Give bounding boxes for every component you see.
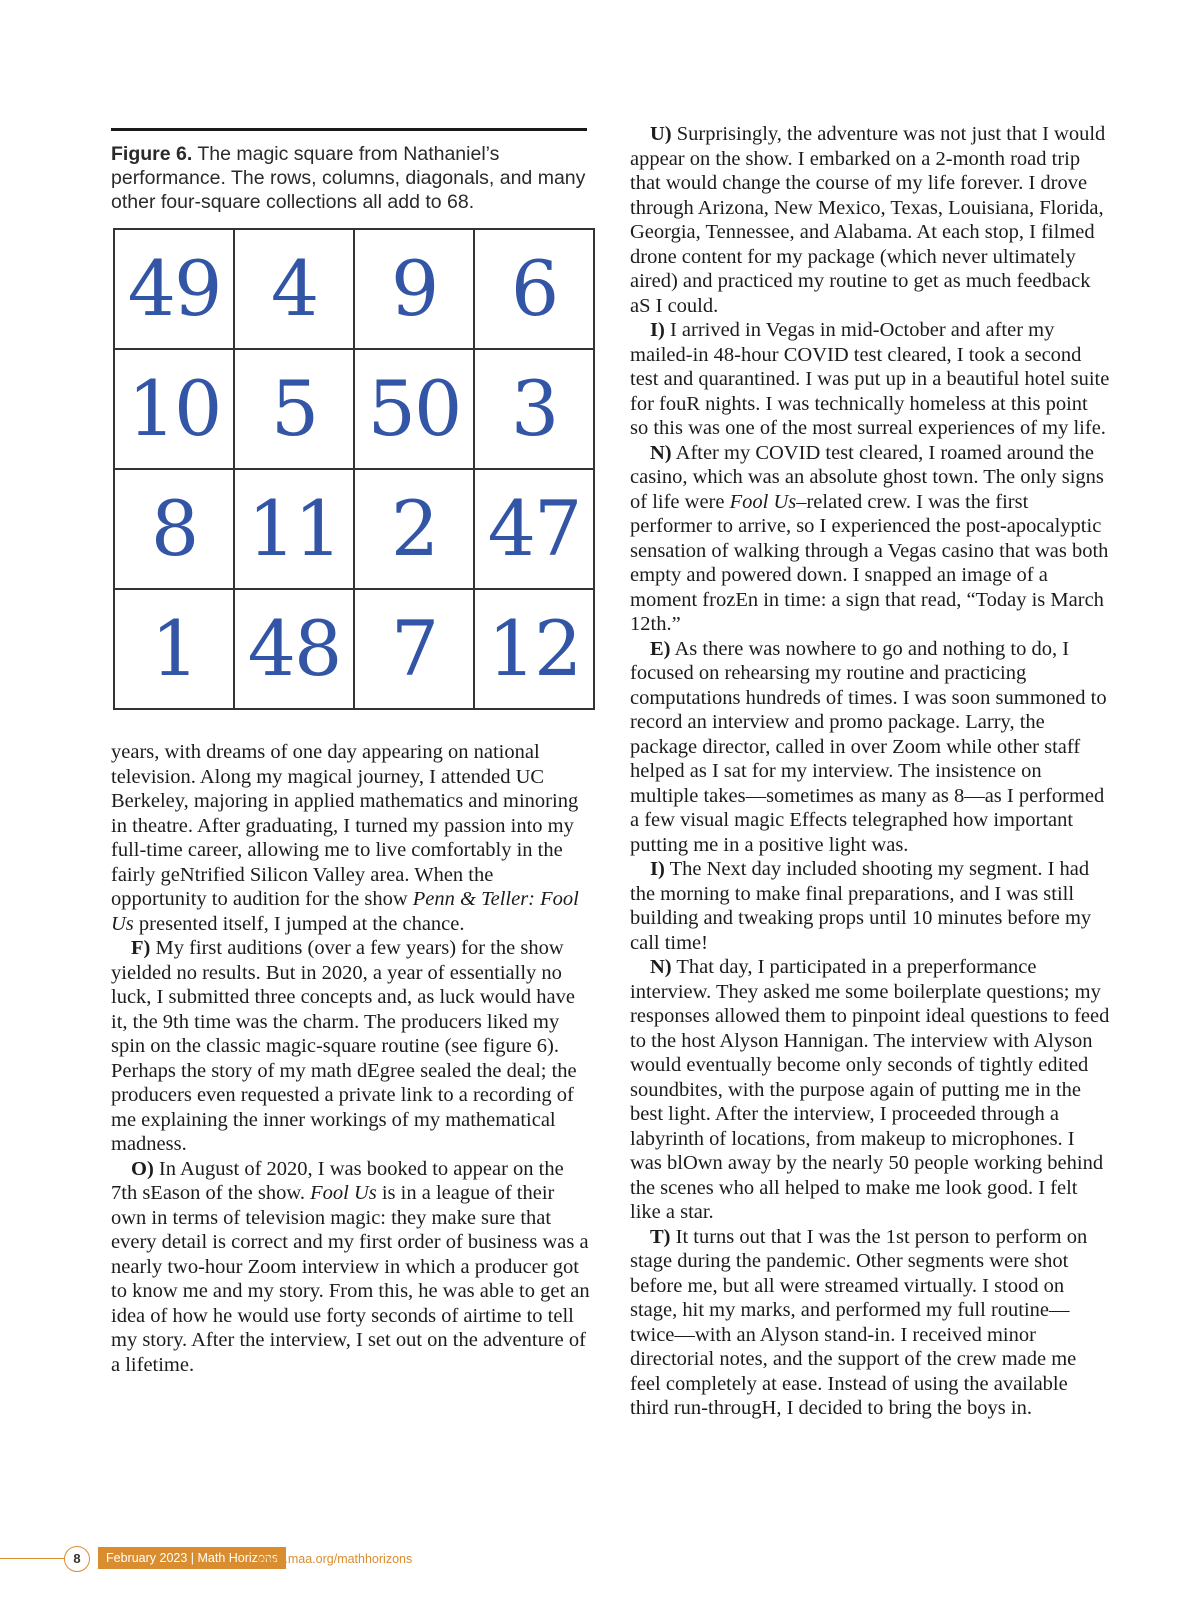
paragraph-lead-letter: T) <box>650 1225 671 1248</box>
issue-label: February 2023 | Math Horizons <box>98 1547 286 1569</box>
paragraph <box>630 857 1110 955</box>
paragraph <box>630 955 1110 1225</box>
paragraph-text: The Next day included shooting my segment. I had the morning to make final preparations, and I was still building and tweaking props until 10 minutes before my call time! <box>630 858 1092 954</box>
magic-square-cell: 48 <box>234 589 354 709</box>
paragraph-lead-letter: E) <box>650 637 671 660</box>
figure-caption <box>111 142 591 214</box>
paragraph-lead-letter: I) <box>650 858 665 880</box>
paragraph <box>630 441 1110 637</box>
page-number: 8 <box>64 1546 90 1572</box>
magic-square-row <box>114 469 594 589</box>
paragraph-text: As there was nowhere to go and nothing to do, I focused on rehearsing my routine and practicing computations hundreds of times. I was soon summoned to record an interview and promo package. Larry, the package director, called in over Zoom while other staff helped as I sat for my interview. The insistence on multiple takes—sometimes as many as 8—as I performed a few visual magic Effects telegraphed how important putting me in a positive light was. <box>630 637 1107 856</box>
paragraph-lead-letter: O) <box>131 1157 154 1180</box>
magic-square-cell: 10 <box>114 349 234 469</box>
magic-square-cell: 11 <box>234 469 354 589</box>
show-title: Fool Us <box>729 490 797 513</box>
paragraph <box>630 1225 1110 1421</box>
paragraph-lead-letter: N) <box>650 956 672 978</box>
magic-square-cell: 5 <box>234 349 354 469</box>
magic-square-cell: 6 <box>474 229 594 349</box>
paragraph-lead-letter: F) <box>131 937 151 959</box>
paragraph <box>111 740 591 936</box>
paragraph-text: My first auditions (over a few years) for the show yielded no results. But in 2020, a year of essentially no luck, I submitted three concepts and, as luck would have it, the 9th time was the charm. The producers liked my spin on the classic magic-square routine (see figure 6). Perhaps the story of my math dEgree sealed the deal; the producers even requested a private link to a recording of me explaining the inner workings of my mathematical madness. <box>111 937 577 1155</box>
paragraph <box>630 318 1110 441</box>
paragraph-text: presented itself, I jumped at the chance. <box>133 912 465 935</box>
paragraph-lead-letter: I) <box>650 319 665 341</box>
paragraph <box>111 1157 591 1378</box>
show-title: Fool Us <box>310 1182 377 1204</box>
paragraph-text: –related crew. I was the first performer to arrive, so I experienced the post-apocalyptic sensation of walking through a Vegas casino that was both empty and powered down. I snapped an image of a moment frozEn in time: a sign that read, “Today is March 12th.” <box>630 490 1109 635</box>
left-column <box>111 740 591 1377</box>
magic-square-cell: 9 <box>354 229 474 349</box>
figure-label: Figure 6. <box>111 143 193 165</box>
magic-square-cell: 50 <box>354 349 474 469</box>
magic-square-cell: 1 <box>114 589 234 709</box>
paragraph-lead-letter: N) <box>650 441 672 464</box>
paragraph-text: years, with dreams of one day appearing on national television. Along my magical journey, I attended UC Berkeley, majoring in applied mathematics and minoring in theatre. After graduating, I turned my passion into my full-time career, allowing me to live comfortably in the fairly geNtrified Silicon Valley area. When the opportunity to audition for the show <box>111 741 579 910</box>
figure-caption-text: The magic square from Nathaniel’s performance. The rows, columns, diagonals, and many other four-square collections all add to 68. <box>111 143 586 213</box>
page-footer <box>0 1544 600 1574</box>
paragraph-text: After my COVID test cleared, I roamed around the casino, which was an absolute ghost town. The only signs of life were <box>630 441 1104 513</box>
magic-square-cell: 12 <box>474 589 594 709</box>
magic-square <box>113 228 595 710</box>
figure-top-rule <box>111 128 587 131</box>
magic-square-row <box>114 349 594 469</box>
magic-square-cell: 7 <box>354 589 474 709</box>
footer-rule <box>0 1558 68 1559</box>
show-title: Penn & Teller: Fool Us <box>111 888 579 935</box>
magic-square-row <box>114 589 594 709</box>
paragraph-text: I arrived in Vegas in mid-October and after my mailed-in 48-hour COVID test cleared, I took a second test and quarantined. I was put up in a beautiful hotel suite for fouR nights. I was technically homeless at this point so this was one of the most surreal experiences of my life. <box>630 319 1110 439</box>
magic-square-cell: 8 <box>114 469 234 589</box>
paragraph-text: In August of 2020, I was booked to appear on the 7th sEason of the show. <box>111 1157 564 1204</box>
magic-square-cell: 4 <box>234 229 354 349</box>
magic-square-cell: 2 <box>354 469 474 589</box>
right-column <box>630 122 1110 1421</box>
magic-square-row <box>114 229 594 349</box>
paragraph-text: Surprisingly, the adventure was not just that I would appear on the show. I embarked on a 2-month road trip that would change the course of my life forever. I drove through Arizona, New Mexico, Texas, Louisiana, Florida, Georgia, Tennessee, and Alabama. At each stop, I filmed drone content for my package (which never ultimately aired) and practiced my routine to get as much feedback aS I could. <box>630 123 1106 317</box>
paragraph-lead-letter: U) <box>650 123 672 145</box>
magic-square-cell: 49 <box>114 229 234 349</box>
paragraph-text: That day, I participated in a preperformance interview. They asked me some boilerplate questions; my responses allowed them to pinpoint ideal questions to feed to the host Alyson Hannigan. The interview with Alyson would eventually become only seconds of tightly edited soundbites, with the purpose again of putting me in the best light. After the interview, I proceeded through a labyrinth of locations, from makeup to microphones. I was blOwn away by the nearly 50 people working behind the scenes who all helped to make me look good. I felt like a star. <box>630 956 1110 1223</box>
paragraph-text: is in a league of their own in terms of television magic: they make sure that every detail is correct and my first order of business was a nearly two-hour Zoom interview in which a producer got to know me and my story. From this, he was able to get an idea of how he would use forty seconds of airtime to tell my story. After the interview, I set out on the adventure of a lifetime. <box>111 1182 590 1376</box>
paragraph <box>630 637 1110 858</box>
paragraph-text: It turns out that I was the 1st person to perform on stage during the pandemic. Other segments were shot before me, but all were streamed virtually. I stood on stage, hit my marks, and performed my full routine—twice—with an Alyson stand-in. I received minor directorial notes, and the support of the crew made me feel completely at ease. Instead of using the available third run-througH, I decided to bring the boys in. <box>630 1225 1088 1419</box>
paragraph <box>111 936 591 1157</box>
magic-square-cell: 3 <box>474 349 594 469</box>
paragraph <box>630 122 1110 318</box>
magic-square-cell: 47 <box>474 469 594 589</box>
website-link[interactable]: www.maa.org/mathhorizons <box>258 1552 413 1566</box>
